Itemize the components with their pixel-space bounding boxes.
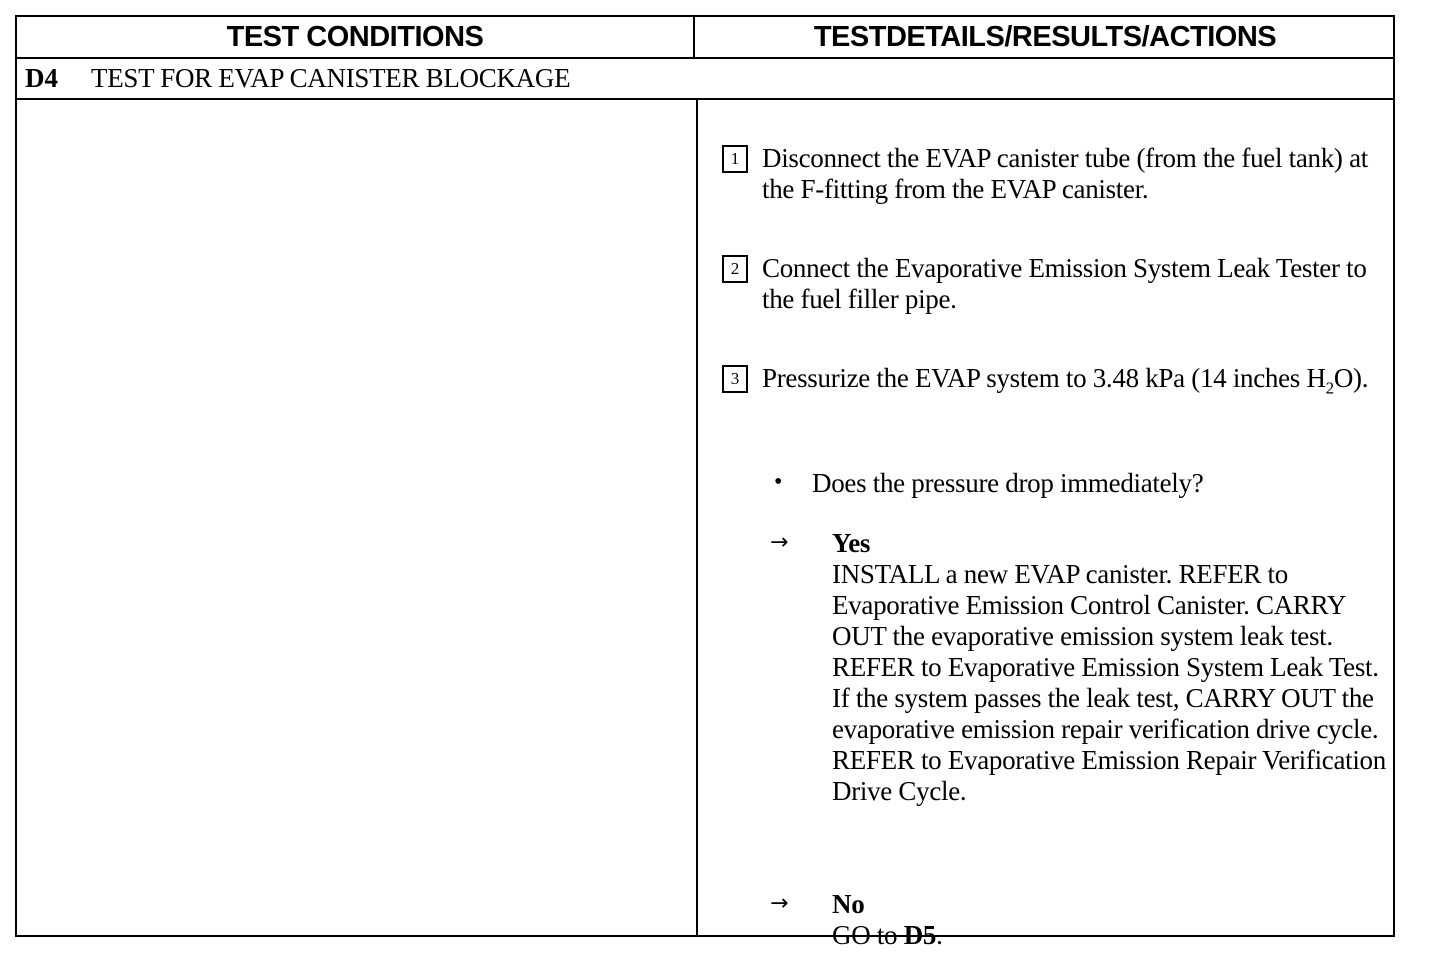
outcome-yes-text: INSTALL a new EVAP canister. REFER to Evaporative Emission Control Canister. CARRY OUT the evaporative emission system leak test. REFER to Evaporative Emission System Leak Test. If the system passes the leak test, CARRY OUT the evaporative emission repair verification drive cycle. REFER to Evaporative Emission Repair Verification Drive Cycle. [832, 559, 1386, 806]
step-3-subscript: 2 [1325, 378, 1334, 398]
header-test-conditions: TEST CONDITIONS [226, 21, 484, 53]
step-number-box: 2 [722, 255, 748, 283]
step-2-text: Connect the Evaporative Emission System Leak Tester to the fuel filler pipe. [762, 253, 1367, 314]
outcome-no [832, 889, 1392, 951]
outcome-no-reference: D5 [903, 920, 937, 950]
step-3-text-end: O). [1333, 363, 1369, 393]
outcome-no-label: No [832, 889, 865, 919]
step-number-box: 1 [722, 145, 748, 173]
table-header-row [17, 17, 1393, 59]
step-1-text: Disconnect the EVAP canister tube (from the fuel tank) at the F-fitting from the EVAP canister. [762, 143, 1368, 204]
diagnostic-table [15, 15, 1395, 950]
question-text: Does the pressure drop immediately? [812, 468, 1204, 498]
outcome-no-text-pre: GO to [832, 920, 904, 950]
test-details-cell [698, 100, 1395, 950]
header-test-details: TESTDETAILS/RESULTS/ACTIONS [813, 21, 1277, 53]
section-row [17, 59, 1393, 100]
section-code: D4 [25, 63, 58, 93]
bullet-icon: • [774, 469, 783, 495]
step-3-text [762, 363, 1387, 403]
outcome-no-text-post: . [936, 920, 943, 950]
outcome-yes [832, 528, 1392, 807]
step-number-box: 3 [722, 365, 748, 393]
test-conditions-cell [17, 100, 696, 937]
outcome-no-text [832, 920, 1392, 951]
step-3-text-main: Pressurize the EVAP system to 3.48 kPa (14 inches H [762, 363, 1326, 393]
arrow-right-icon: → [770, 530, 789, 555]
section-title: TEST FOR EVAP CANISTER BLOCKAGE [91, 63, 571, 93]
arrow-right-icon: → [770, 891, 789, 916]
outcome-yes-label: Yes [832, 528, 871, 558]
